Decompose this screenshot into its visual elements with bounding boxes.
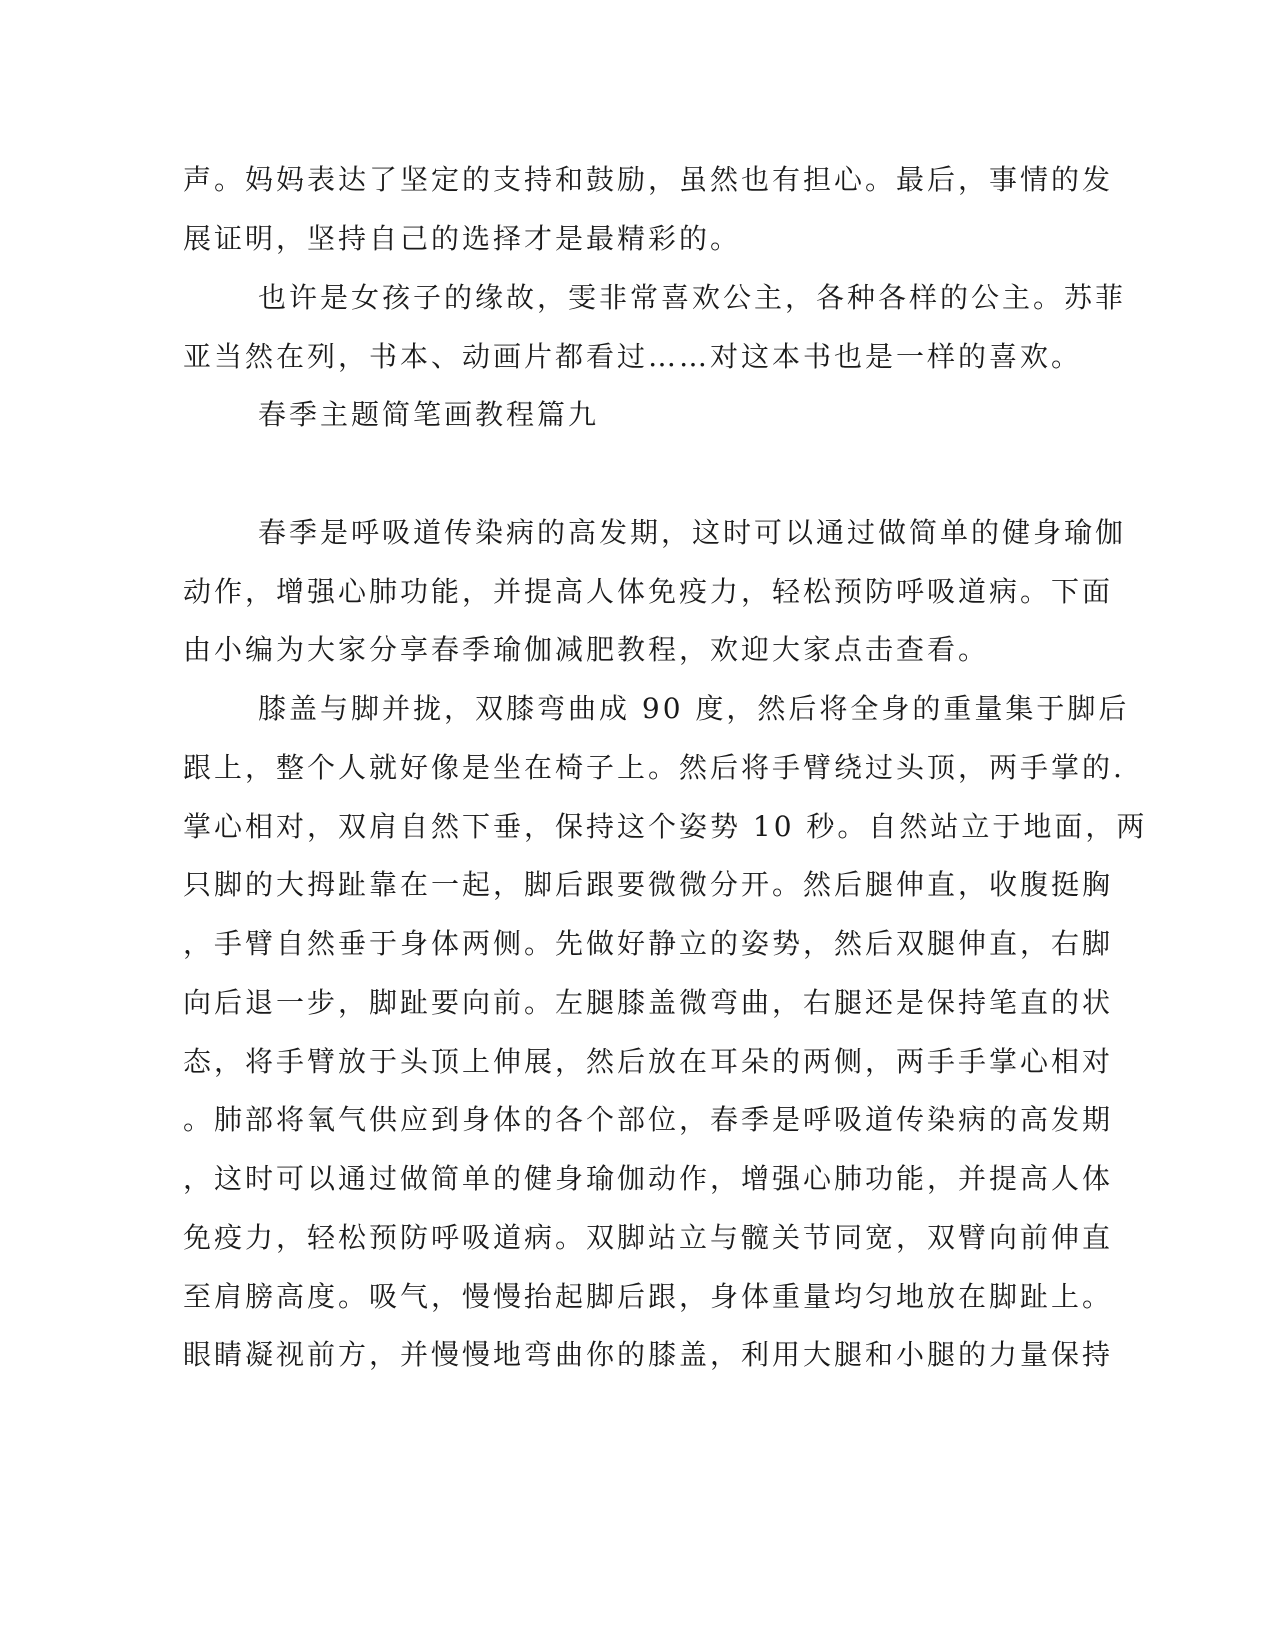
text-line: ，手臂自然垂于身体两侧。先做好静立的姿势，然后双腿伸直，右脚	[183, 927, 1114, 960]
paragraph-first-line: 膝盖与脚并拢，双膝弯曲成 90 度，然后将全身的重量集于脚后	[258, 692, 1130, 725]
text-line: 向后退一步，脚趾要向前。左腿膝盖微弯曲，右腿还是保持笔直的状	[183, 986, 1114, 1019]
text-line: 眼睛凝视前方，并慢慢地弯曲你的膝盖，利用大腿和小腿的力量保持	[183, 1338, 1114, 1371]
text-line: 声。妈妈表达了坚定的支持和鼓励，虽然也有担心。最后，事情的发	[183, 163, 1114, 196]
text-line: 免疫力，轻松预防呼吸道病。双脚站立与髋关节同宽，双臂向前伸直	[183, 1221, 1114, 1254]
text-line: 只脚的大拇趾靠在一起，脚后跟要微微分开。然后腿伸直，收腹挺胸	[183, 868, 1114, 901]
text-line: 至肩膀高度。吸气，慢慢抬起脚后跟，身体重量均匀地放在脚趾上。	[183, 1280, 1114, 1313]
text-line: 。肺部将氧气供应到身体的各个部位，春季是呼吸道传染病的高发期	[183, 1103, 1114, 1136]
text-line: 亚当然在列，书本、动画片都看过……对这本书也是一样的喜欢。	[183, 340, 1083, 373]
text-line: 跟上，整个人就好像是坐在椅子上。然后将手臂绕过头顶，两手掌的.	[183, 751, 1125, 784]
text-line: 由小编为大家分享春季瑜伽减肥教程，欢迎大家点击查看。	[183, 633, 990, 666]
text-line: 态，将手臂放于头顶上伸展，然后放在耳朵的两侧，两手手掌心相对	[183, 1045, 1114, 1078]
text-line: ，这时可以通过做简单的健身瑜伽动作，增强心肺功能，并提高人体	[183, 1162, 1114, 1195]
paragraph-first-line: 也许是女孩子的缘故，雯非常喜欢公主，各种各样的公主。苏菲	[258, 281, 1127, 314]
section-heading: 春季主题简笔画教程篇九	[258, 398, 600, 431]
text-line: 掌心相对，双肩自然下垂，保持这个姿势 10 秒。自然站立于地面，两	[183, 810, 1148, 843]
text-line: 展证明，坚持自己的选择才是最精彩的。	[183, 222, 742, 255]
paragraph-first-line: 春季是呼吸道传染病的高发期，这时可以通过做简单的健身瑜伽	[258, 516, 1127, 549]
text-line: 动作，增强心肺功能，并提高人体免疫力，轻松预防呼吸道病。下面	[183, 575, 1114, 608]
